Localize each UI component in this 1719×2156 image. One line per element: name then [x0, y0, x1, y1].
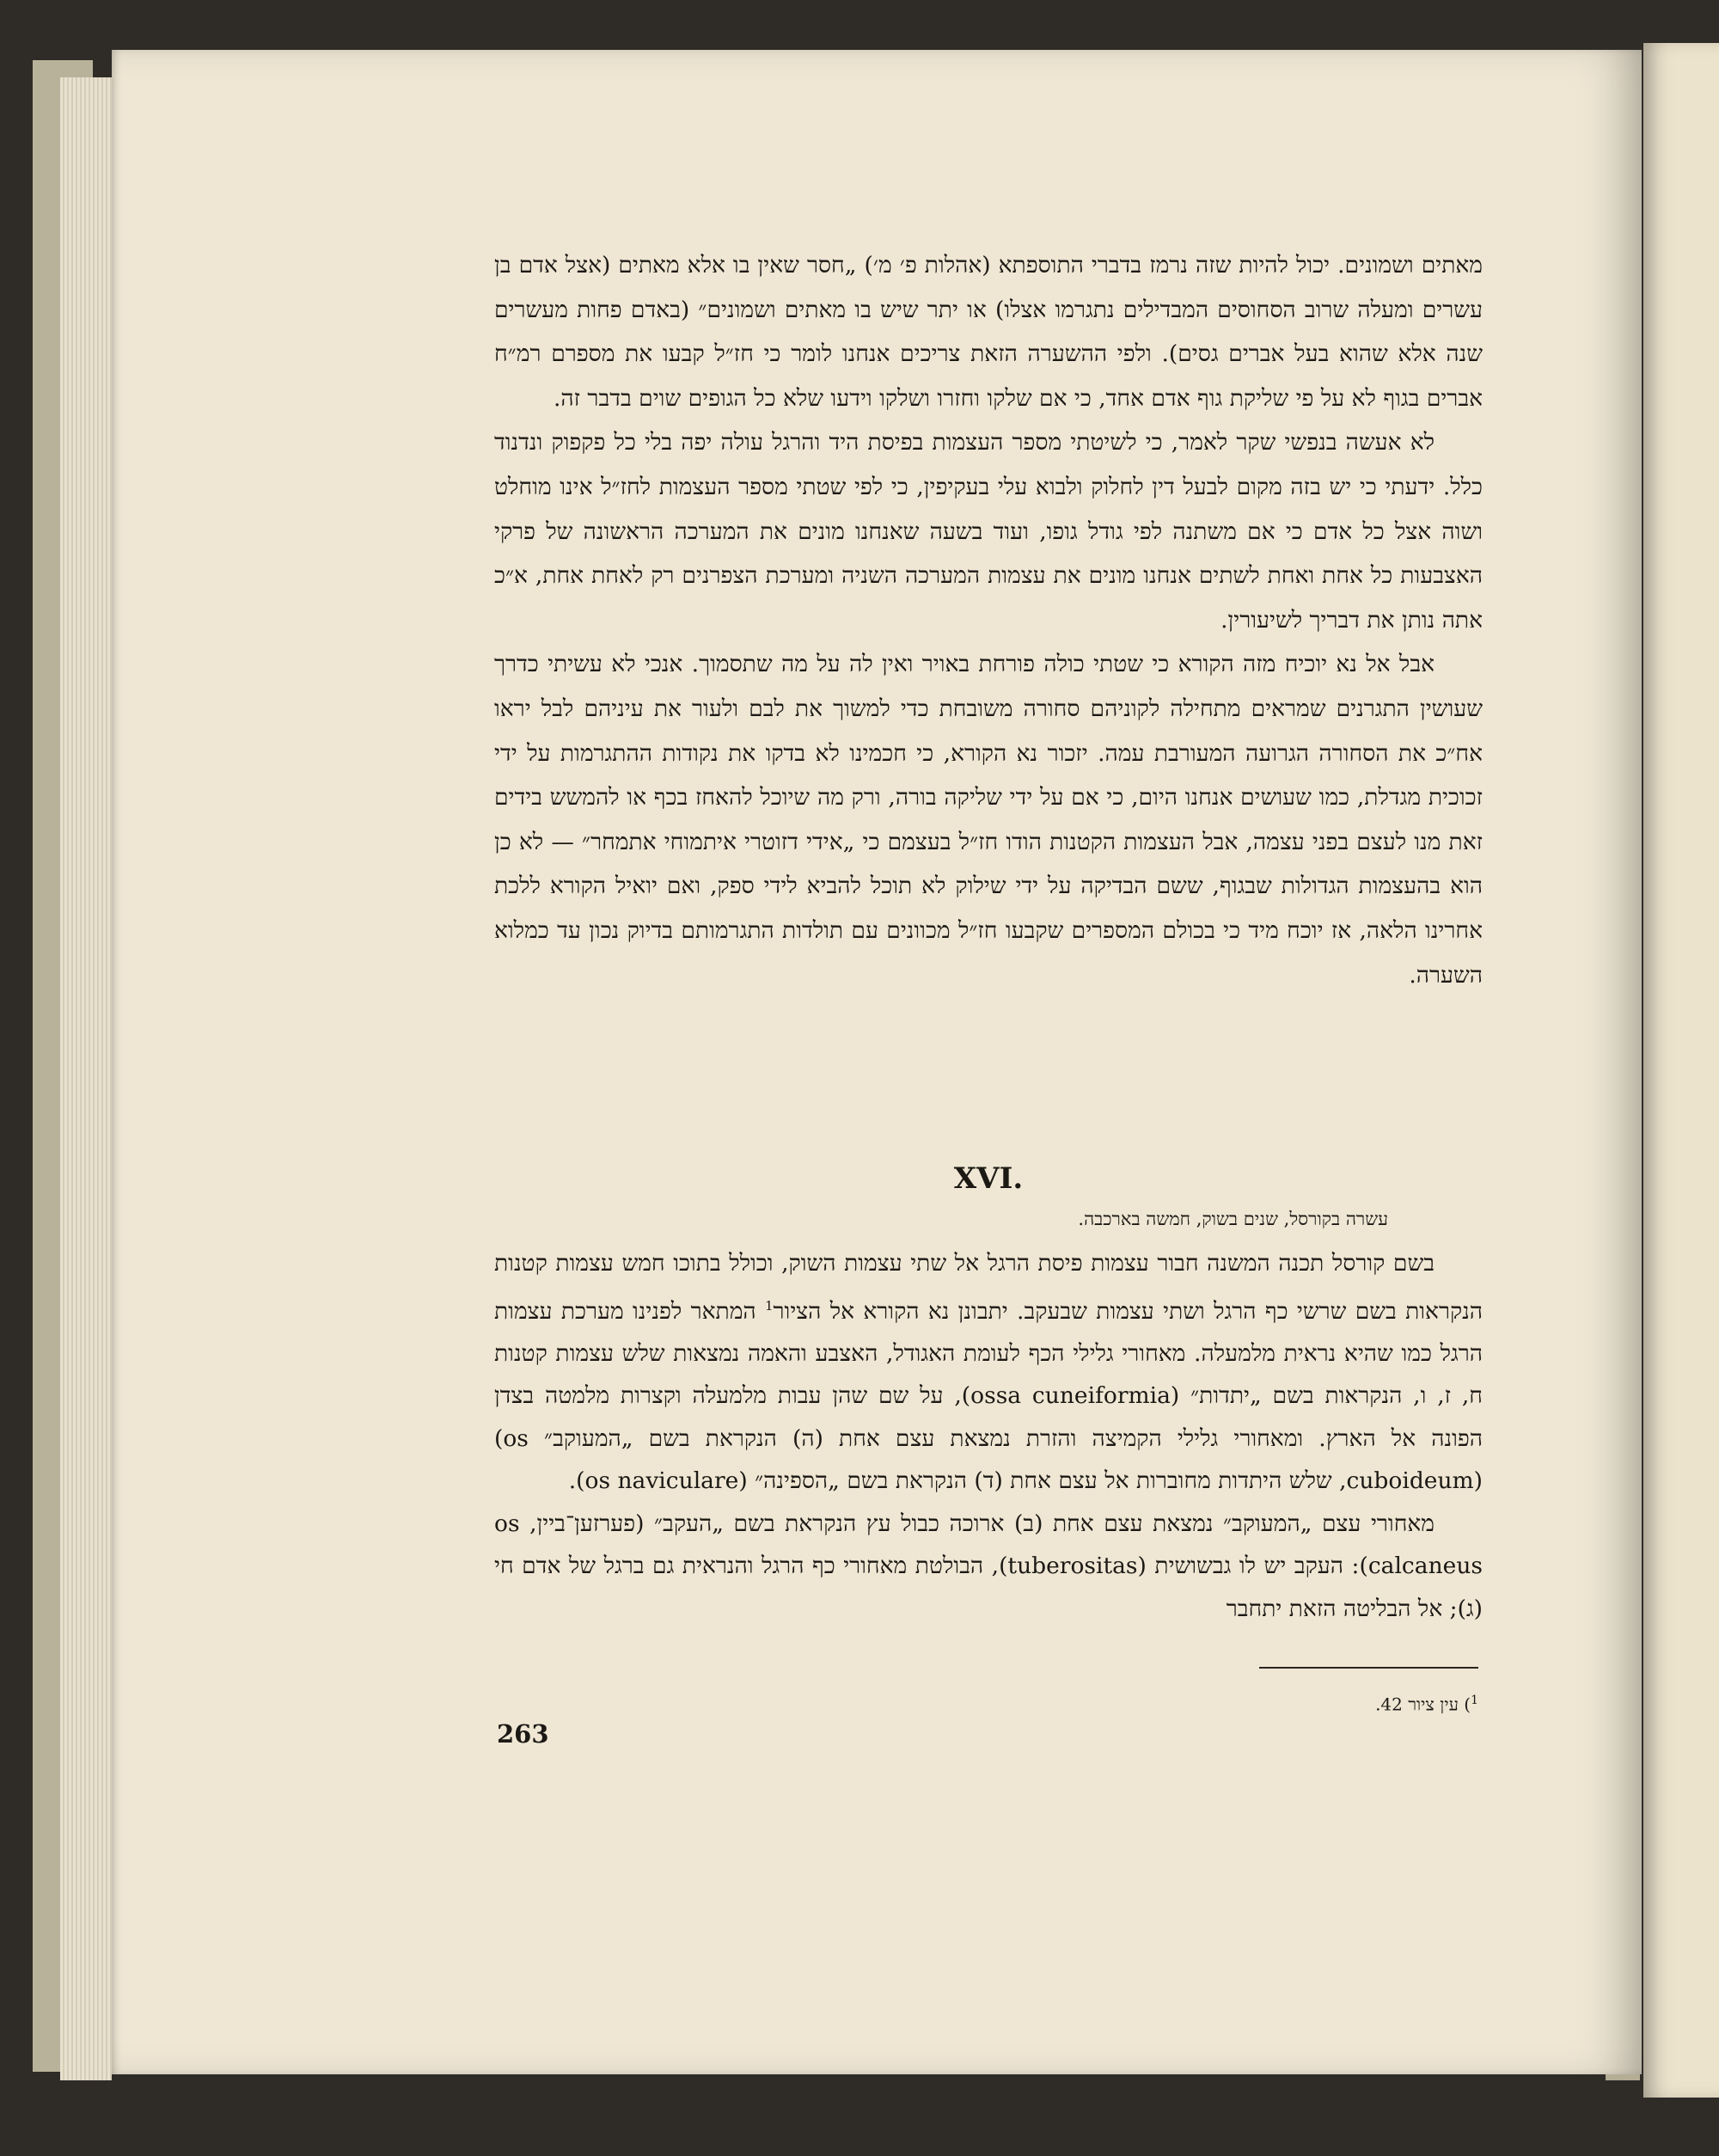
page-number: 263 [497, 1719, 549, 1749]
text-run: מאחורי עצם „המעוקב״ נמצאת עצם אחת (ב) ארוכה כבול עץ הנקראת בשם „העקב״ (פערזען־ביין, [519, 1510, 1435, 1537]
latin-term: (tuberositas) [999, 1553, 1147, 1580]
text-run: . [568, 1467, 577, 1495]
chapter-title: XVI. [953, 1161, 1024, 1196]
text-run: המתאר לפנינו מערכת עצמות הרגל כמו שהיא נראית מלמעלה. מאחורי גלילי הכף לעומת האגודל, האצבע והאמה נמצאות שלש עצמות קטנות ח, ז, ו, הנקראות בשם „יתדות״ [494, 1297, 1483, 1410]
paragraph: מאתים ושמונים. יכול להיות שזה נרמז בדברי התוספתא (אהלות פ׳ מ׳) „חסר שאין בו אלא מאתים (אצל אדם בן עשרים ומעלה שרוב הסחוסים המבדילים נתגרמו אצלו) או יתר שיש בו מאתים ושמונים״ (באדם פחות מעשרים שנה אלא שהוא בעל אברים גסים). ולפי ההשערה הזאת צריכים אנחנו לומר כי חז״ל קבעו את מספרם רמ״ח אברים בגוף לא על פי שליקת גוף אדם אחד, כי אם שלקו וחזרו ושלקו וידעו שלא כל הגופים שוים בדבר זה. [494, 252, 1483, 412]
paragraph: לא אעשה בנפשי שקר לאמר, כי לשיטתי מספר העצמות בפיסת היד והרגל עולה יפה בלי כל פקפוק ונדנוד כלל. ידעתי כי יש בזה מקום לבעל דין לחלוק ולבוא עלי בעקיפין, כי לפי שטתי מספר העצמות לחז״ל אינו מוחלט ושוה אצל כל אדם כי אם משתנה לפי גודל גופו, ועוד בשעה שאנחנו מונים את המערכה הראשונה של פרקי האצבעות כל אחת ואחת לשתים אנחנו מונים את עצמות המערכה השניה ומערכת הצפרנים רק לאחת אחת, א״כ אתה נותן את דבריך לשיעורין. [494, 429, 1483, 634]
paragraph [494, 1503, 1483, 1631]
footnote-mark: 1 [1471, 1694, 1478, 1707]
page-stack-edge [60, 77, 112, 2080]
main-text-top [494, 243, 1483, 997]
latin-term: (os cuboideum) [494, 1424, 1483, 1495]
latin-term: (ossa cuneiformia) [961, 1382, 1180, 1410]
text-run: , הבולטת מאחורי כף הרגל והנראית גם ברגל של אדם חי (ג); אל הבליטה הזאת יתחבר [494, 1553, 1483, 1622]
paragraph [494, 1242, 1483, 1503]
latin-term: os calcaneus [494, 1510, 1483, 1580]
footnote-rule [1259, 1667, 1478, 1669]
text-run: ): העקב יש לו גבשושית [1146, 1553, 1368, 1580]
footnote-reference: 1 [764, 1297, 774, 1314]
text-run: , על שם שהן עבות מלמעלה וקצרות מלמטה בצדן הפונה אל הארץ. ומאחורי גלילי הקמיצה והזרת נמצאת עצם אחת (ה) הנקראת בשם „המעוקב״ [494, 1382, 1483, 1452]
chapter-subtitle: עשרה בקורסל, שנים בשוק, חמשה בארכבה. [1078, 1209, 1388, 1229]
footnote [1117, 1683, 1478, 1722]
text-run: , שלש היתדות מחוברות אל עצם אחת (ד) הנקראת בשם „הספינה״ [747, 1467, 1347, 1495]
text-run: בשם קורסל תכנה המשנה חבור עצמות פיסת הרגל אל שתי עצמות השוק, וכולל בתוכו חמש עצמות קטנות הנקראות בשם שרשי כף הרגל ושתי עצמות שבעקב. יתבונן נא הקורא אל הציור [494, 1250, 1483, 1325]
footnote-text: ) עין ציור 42. [1375, 1694, 1471, 1715]
paragraph: אבל אל נא יוכיח מזה הקורא כי שטתי כולה פורחת באויר ואין לה על מה שתסמוך. אנכי לא עשיתי כדרך שעושין התגרנים שמראים מתחילה לקוניהם סחורה משובחת כדי למשוך את לבם ולעור את עיניהם לבל יראו אח״כ את הסחורה הגרועה המעורבת עמה. יזכור נא הקורא, כי חכמינו לא בדקו את נקודות ההתגרמות על ידי זכוכית מגדלת, כמו שעושים אנחנו היום, כי אם על ידי שליקה בורה, ורק מה שיוכל להאחז בכף או להמשש בידים זאת מנו לעצם בפני עצמה, אבל העצמות הקטנות הודו חז״ל בעצמם כי „אידי דזוטרי איתמוחי אתמחר״ — לא כן הוא בהעצמות הגדולות שבגוף, ששם הבדיקה על ידי שילוק לא תוכל להביא לידי ספק, ואם יואיל הקורא ללכת אחרינו הלאה, אז יוכח מיד כי בכולם המספרים שקבעו חז״ל מכוונים עם תולדות התגרמותם בדיוק נכון עד כמלוא השערה. [494, 651, 1483, 989]
main-text-bottom [494, 1242, 1483, 1630]
facing-page-edge [1643, 43, 1719, 2098]
latin-term: (os naviculare) [576, 1467, 748, 1495]
